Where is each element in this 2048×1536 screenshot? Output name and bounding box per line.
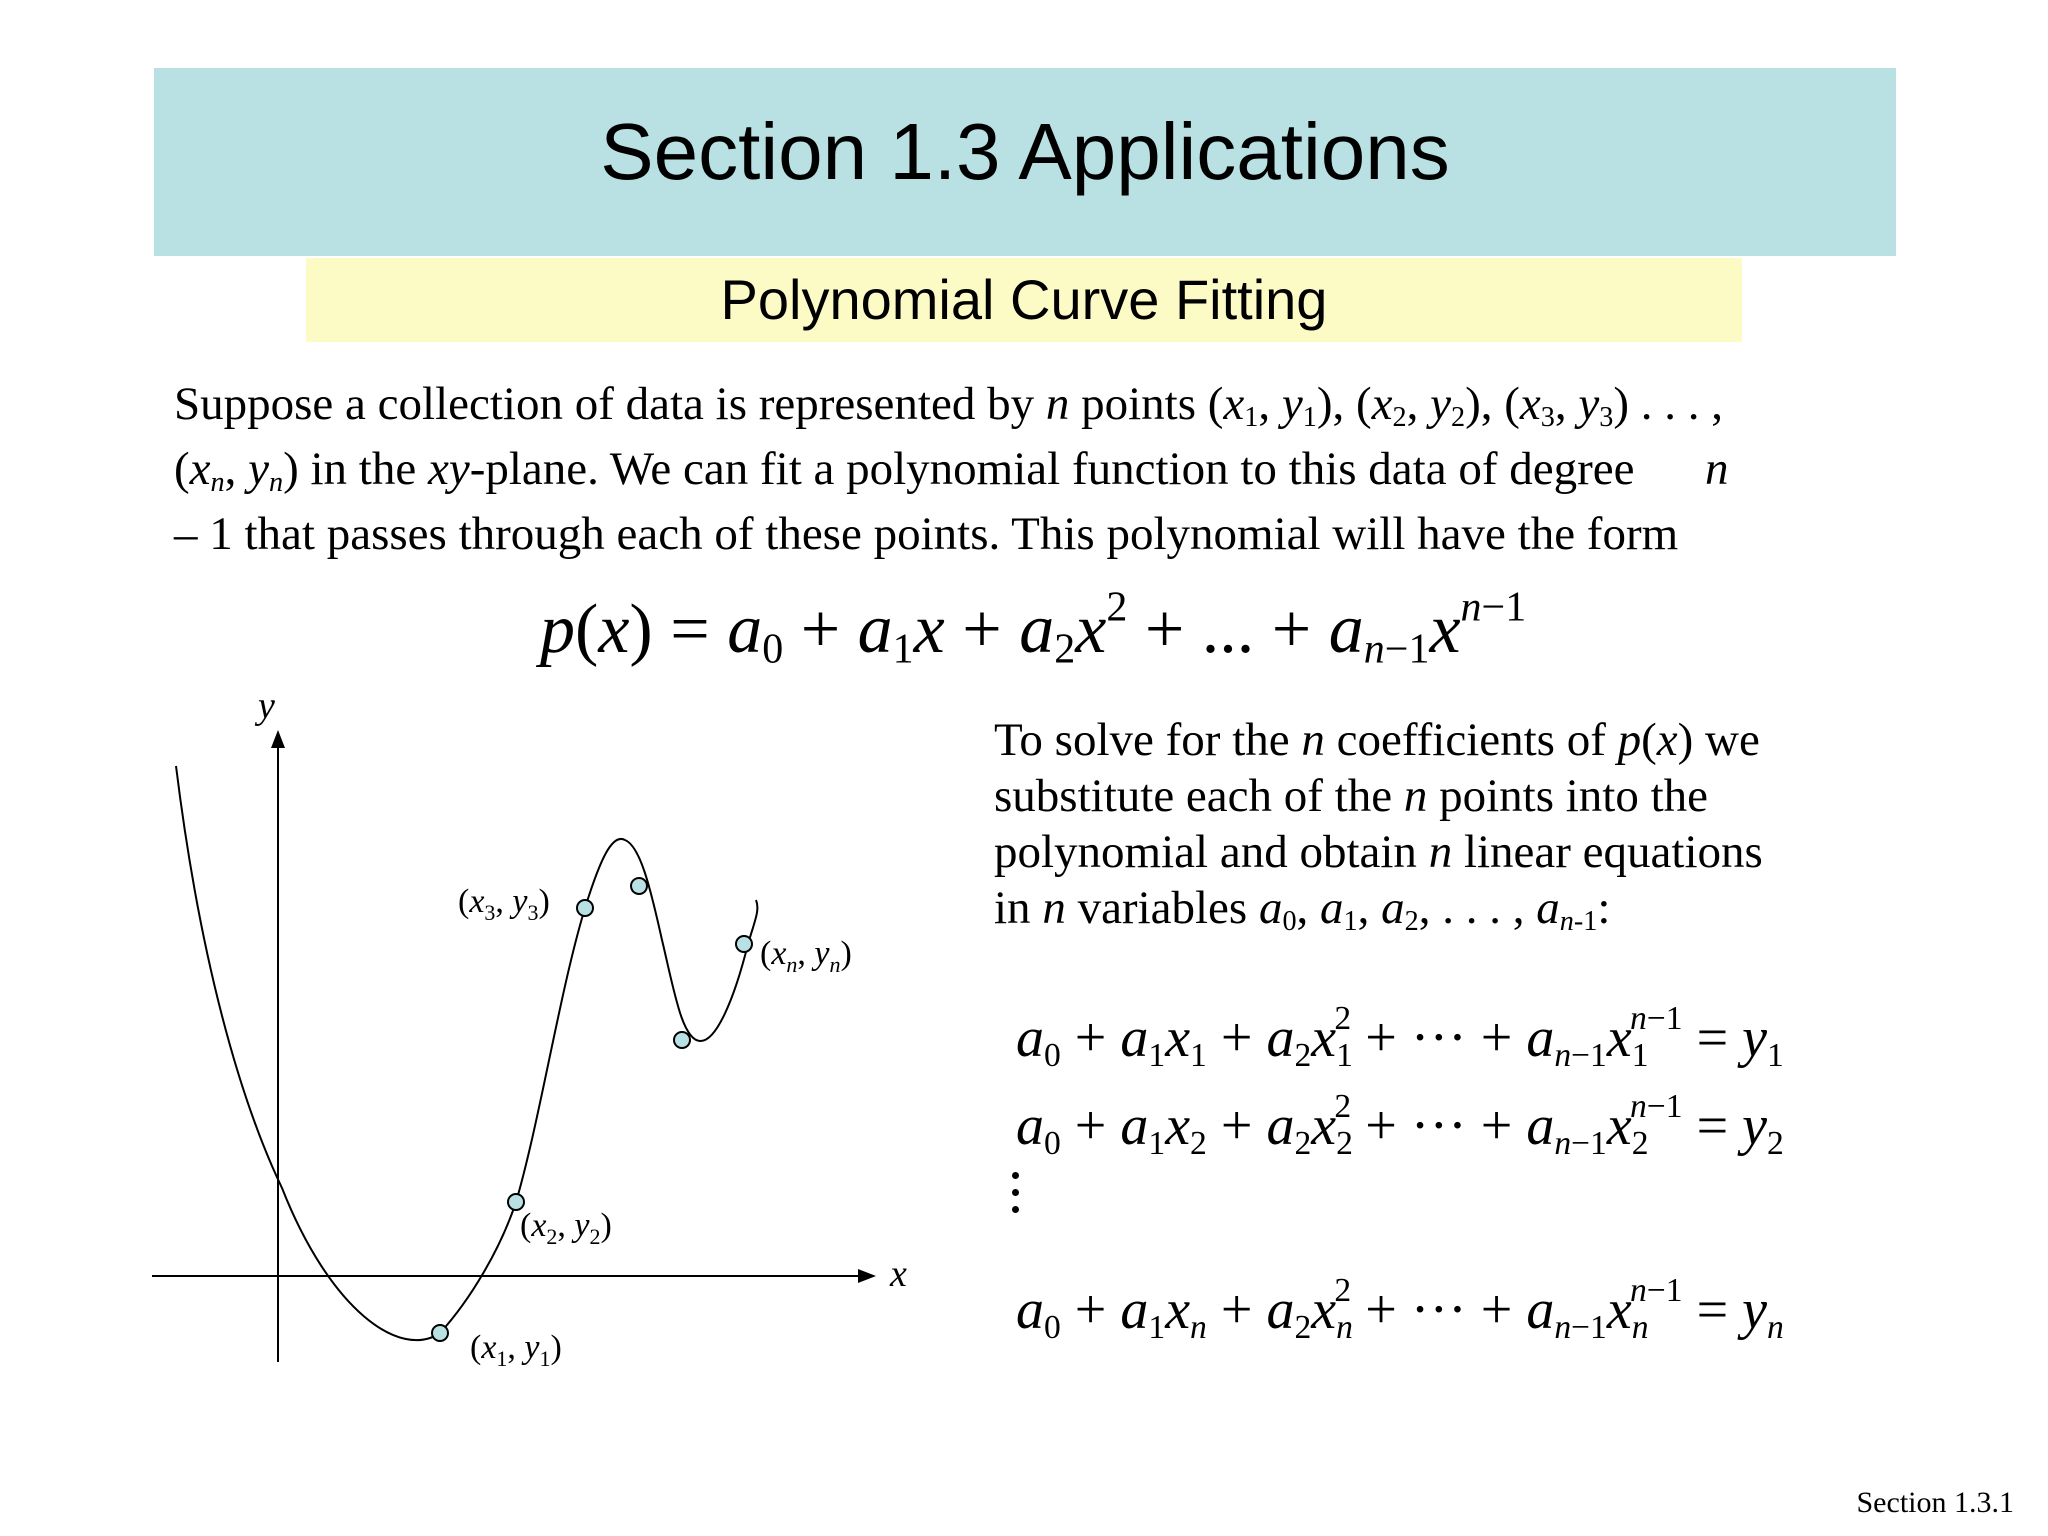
page-subtitle: Polynomial Curve Fitting [720,268,1328,331]
x-axis-arrow-icon [858,1269,876,1283]
polynomial-formula: $p(x) = a_0 + a_1x + a_2x^2$ + ... + $a_{n-1}x^{n-1}$ [540,584,1527,673]
point-label-n: ($x_n$, $y_n$) [760,935,852,977]
slide-number: Section 1.3.1 [1856,1486,2014,1519]
y-axis-label: y [258,685,275,727]
solve-line-1: To solve for the n coefficients of p(x) we [994,714,1760,766]
point-label-2: ($x_2$, $y_2$) [520,1207,612,1249]
y-axis-arrow-icon [271,730,285,748]
vertical-ellipsis-icon [1012,1172,1022,1223]
data-point-3 [577,900,593,916]
equation-n: $a_0 + a_1x_n + a_2x_n^2$ + ··· + $a_{n-1}x_n^{n-1} = y_n$ [1016,1272,1784,1347]
equation-2: $a_0 + a_1x_2 + a_2x_2^2$ + ··· + $a_{n-1}x_2^{n-1} = y_2$ [1016,1088,1784,1163]
solve-paragraph [994,712,1874,936]
point-label-1: ($x_1$, $y_1$) [470,1329,562,1371]
polynomial-curve [176,766,757,1340]
solve-line-4: in n variables $a_0$, $a_1$, $a_2$, . . . , $a_{n-1}$: [994,882,1611,938]
data-point-5 [674,1032,690,1048]
intro-line-2: ($x_n$, $y_n$) in the xy-plane. We can fit a polynomial function to this data of degree n [174,443,1729,499]
solve-line-2: substitute each of the n points into the [994,770,1709,822]
point-label-3: ($x_3$, $y_3$) [458,883,550,925]
intro-line-1: Suppose a collection of data is represented by n points ($x_1$, $y_1$), ($x_2$, $y_2$), ($x_3$, $y_3$) . . . , [174,378,1723,434]
x-axis-label: x [890,1253,907,1295]
data-point-1 [432,1325,448,1341]
curve-fitting-graph [0,0,907,1420]
data-point-4 [631,878,647,894]
intro-line-3: – 1 that passes through each of these points. This polynomial will have the form [174,508,1679,560]
page-title: Section 1.3 Applications [600,107,1450,196]
solve-line-3: polynomial and obtain n linear equations [994,826,1763,878]
equation-1: $a_0 + a_1x_1 + a_2x_1^2$ + ··· + $a_{n-1}x_1^{n-1} = y_1$ [1016,1000,1784,1075]
data-point-n [736,936,752,952]
